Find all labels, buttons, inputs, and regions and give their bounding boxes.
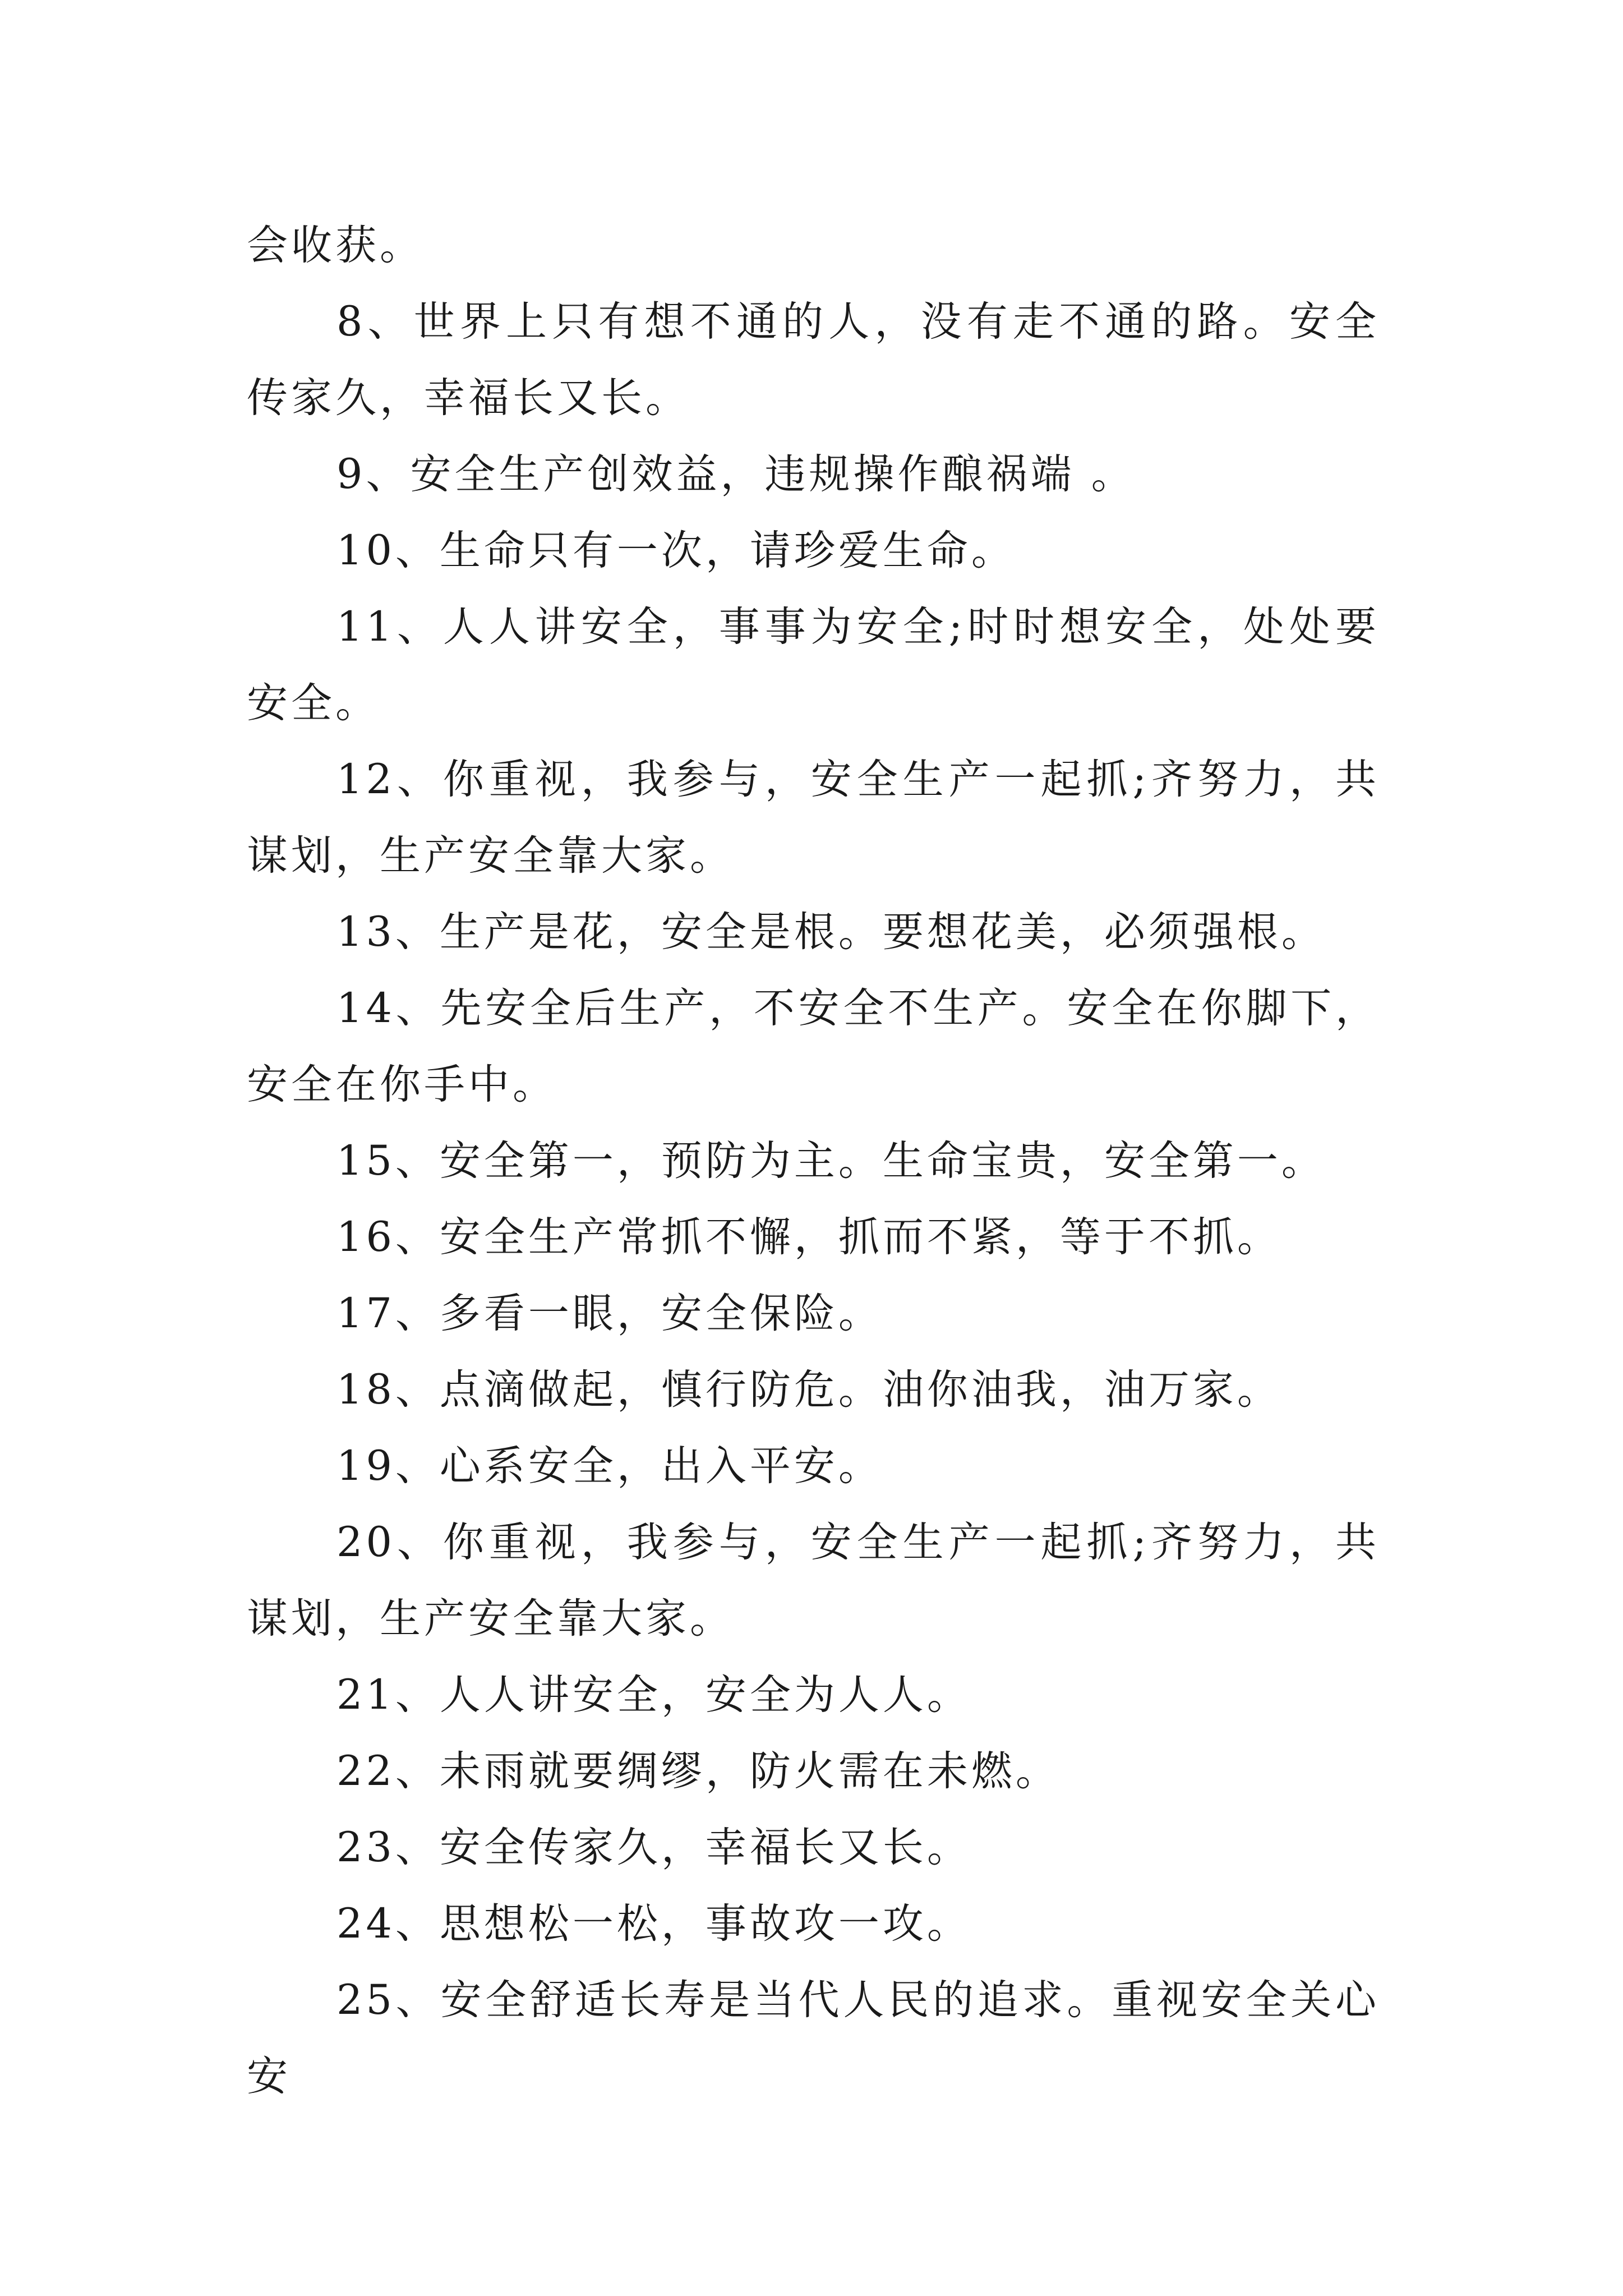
paragraph: 11、人人讲安全，事事为安全;时时想安全，处处要安全。: [247, 603, 1380, 727]
paragraph: 23、安全传家久，幸福长又长。: [336, 1824, 971, 1871]
paragraph: 25、安全舒适长寿是当代人民的追求。重视安全关心安: [247, 1976, 1380, 2100]
paragraph: 22、未雨就要绸缪，防火需在未燃。: [336, 1747, 1060, 1795]
paragraph: 12、你重视，我参与，安全生产一起抓;齐努力，共谋划，生产安全靠大家。: [247, 756, 1380, 880]
paragraph: 16、安全生产常抓不懈，抓而不紧，等于不抓。: [336, 1213, 1281, 1261]
paragraph: 9、安全生产创效益，违规操作酿祸端 。: [336, 450, 1136, 498]
paragraph: 8、世界上只有想不通的人，没有走不通的路。安全传家久，幸福长又长。: [247, 298, 1380, 422]
paragraph: 24、思想松一松，事故攻一攻。: [336, 1900, 971, 1948]
body-text: [247, 208, 1380, 2115]
paragraph: 17、多看一眼，安全保险。: [336, 1290, 883, 1337]
paragraph: 14、先安全后生产，不安全不生产。安全在你脚下，安全在你手中。: [247, 984, 1380, 1108]
paragraph: 20、你重视，我参与，安全生产一起抓;齐努力，共谋划，生产安全靠大家。: [247, 1519, 1380, 1642]
paragraph: 21、人人讲安全，安全为人人。: [336, 1671, 971, 1719]
paragraph: 19、心系安全，出入平安。: [336, 1442, 883, 1490]
paragraph: 13、生产是花，安全是根。要想花美，必须强根。: [336, 908, 1326, 956]
paragraph: 15、安全第一，预防为主。生命宝贵，安全第一。: [336, 1137, 1326, 1185]
paragraph: 会收获。: [247, 222, 424, 269]
paragraph: 10、生命只有一次，请珍爱生命。: [336, 527, 1016, 574]
paragraph: 18、点滴做起，慎行防危。油你油我，油万家。: [336, 1366, 1281, 1414]
